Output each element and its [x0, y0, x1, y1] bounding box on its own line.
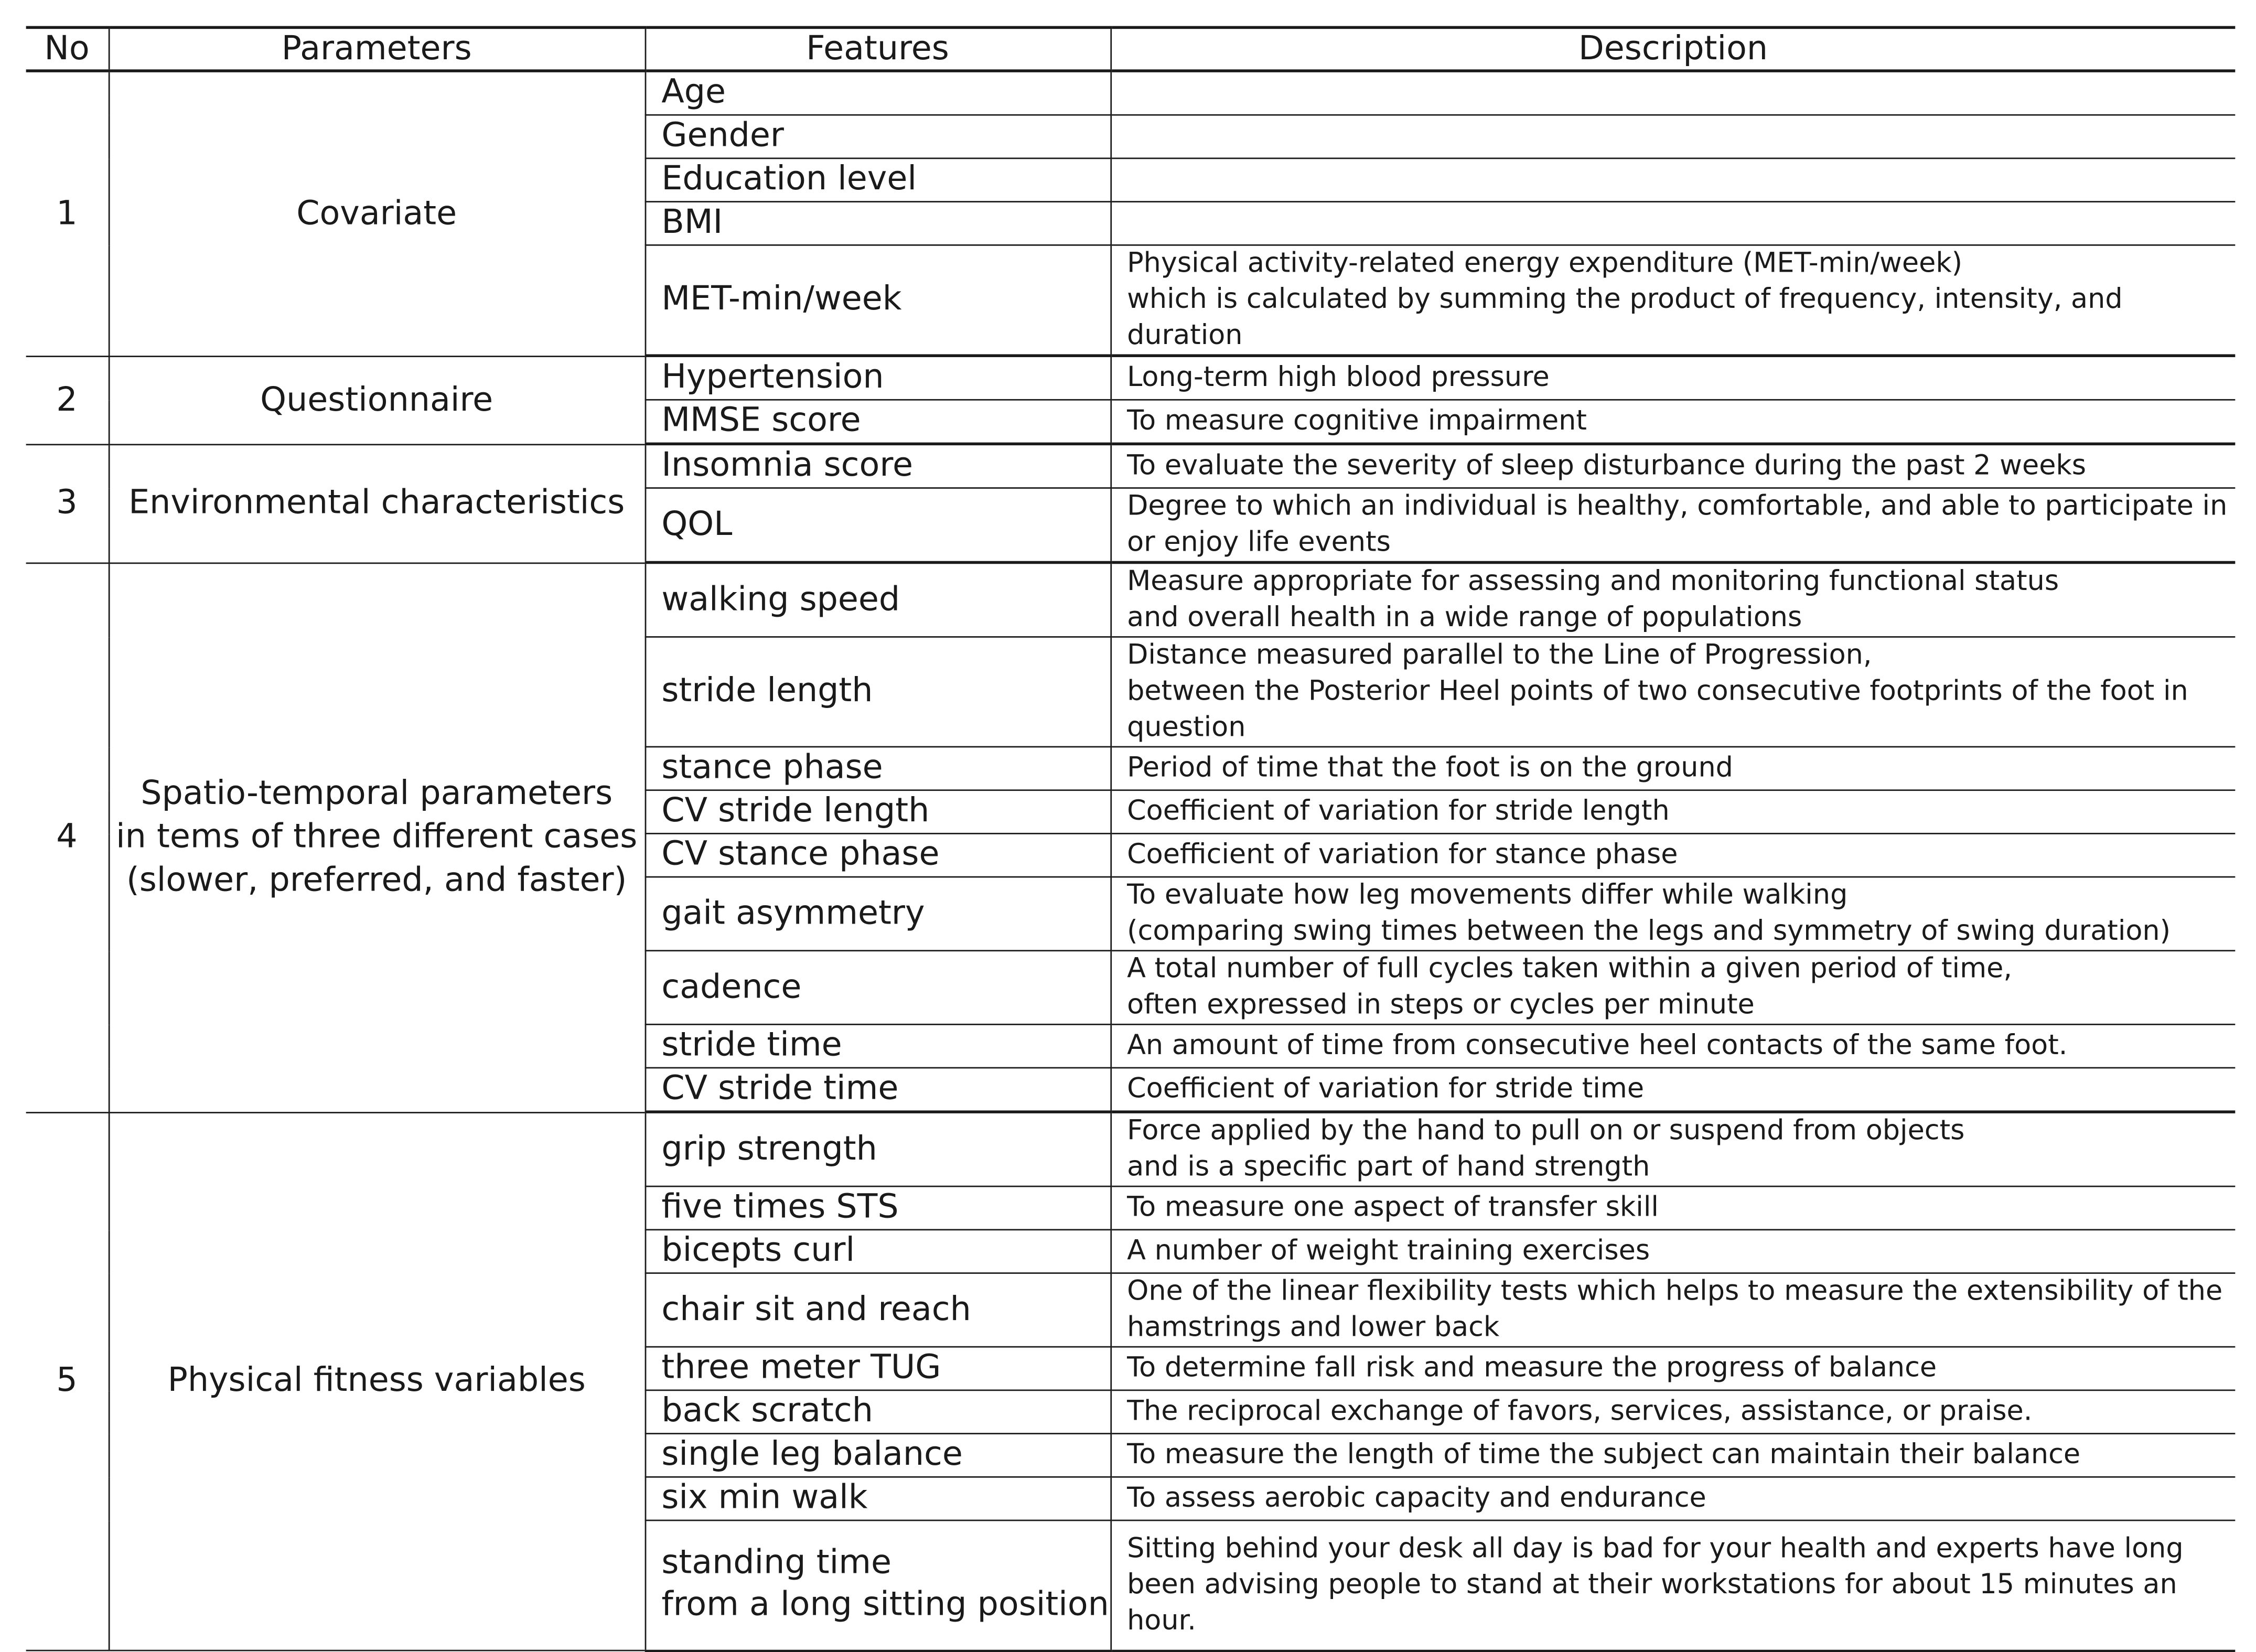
feature-cell: five times STS	[645, 1186, 1111, 1230]
group-parameter: Environmental characteristics	[109, 444, 645, 562]
description-cell: To evaluate the severity of sleep disturbance during the past 2 weeks	[1110, 444, 2235, 488]
feature-cell: Age	[645, 71, 1111, 115]
header-row	[26, 27, 2236, 71]
feature-cell: CV stride time	[645, 1068, 1111, 1112]
description-cell: Coefficient of variation for stance phase	[1110, 833, 2235, 877]
group-number: 4	[26, 562, 109, 1112]
description-cell: The reciprocal exchange of favors, services, assistance, or praise.	[1110, 1390, 2235, 1434]
group-parameter: Questionnaire	[109, 356, 645, 444]
group-number: 2	[26, 356, 109, 444]
feature-cell: stride time	[645, 1024, 1111, 1068]
group-parameter: Spatio-temporal parameters in tems of three different cases (slower, preferred, and faster)	[109, 562, 645, 1112]
feature-cell: six min walk	[645, 1477, 1111, 1520]
table-row	[26, 1112, 2236, 1186]
feature-cell: QOL	[645, 488, 1111, 562]
table-row	[26, 444, 2236, 488]
table-row	[26, 71, 2236, 115]
feature-cell: CV stride length	[645, 790, 1111, 834]
feature-cell: gait asymmetry	[645, 877, 1111, 951]
feature-cell: Insomnia score	[645, 444, 1111, 488]
feature-cell: back scratch	[645, 1390, 1111, 1434]
header-description: Description	[1110, 27, 2235, 71]
feature-cell: bicepts curl	[645, 1230, 1111, 1273]
feature-cell: three meter TUG	[645, 1347, 1111, 1390]
description-cell: Distance measured parallel to the Line of Progression, between the Posterior Heel points of two consecutive footprints of the foot in question	[1110, 637, 2235, 747]
group-parameter: Covariate	[109, 71, 645, 356]
group-parameter: Physical fitness variables	[109, 1112, 645, 1650]
description-cell: To measure cognitive impairment	[1110, 400, 2235, 444]
table-header	[26, 27, 2236, 71]
group-number: 5	[26, 1112, 109, 1650]
table-body	[26, 71, 2236, 1650]
description-cell: An amount of time from consecutive heel contacts of the same foot.	[1110, 1024, 2235, 1068]
group-number: 1	[26, 71, 109, 356]
description-cell: Physical activity-related energy expenditure (MET-min/week) which is calculated by summing the product of frequency, intensity, and duration	[1110, 245, 2235, 356]
description-cell	[1110, 158, 2235, 202]
header-no: No	[26, 27, 109, 71]
description-cell	[1110, 115, 2235, 158]
description-cell: Sitting behind your desk all day is bad for your health and experts have long been advising people to stand at their workstations for about 15 minutes an hour.	[1110, 1520, 2235, 1650]
table-row	[26, 562, 2236, 637]
description-cell: Force applied by the hand to pull on or suspend from objects and is a specific part of hand strength	[1110, 1112, 2235, 1186]
feature-cell: MET-min/week	[645, 245, 1111, 356]
feature-cell: cadence	[645, 951, 1111, 1025]
description-cell: One of the linear flexibility tests which helps to measure the extensibility of the hamstrings and lower back	[1110, 1273, 2235, 1347]
feature-cell: grip strength	[645, 1112, 1111, 1186]
feature-cell: Education level	[645, 158, 1111, 202]
feature-cell: stance phase	[645, 747, 1111, 790]
feature-cell: BMI	[645, 202, 1111, 245]
description-cell: A number of weight training exercises	[1110, 1230, 2235, 1273]
feature-cell: walking speed	[645, 562, 1111, 637]
description-cell: To determine fall risk and measure the progress of balance	[1110, 1347, 2235, 1390]
feature-cell: Hypertension	[645, 356, 1111, 400]
description-cell: Measure appropriate for assessing and monitoring functional status and overall health in a wide range of populations	[1110, 562, 2235, 637]
features-table	[26, 26, 2236, 1652]
header-features: Features	[645, 27, 1111, 71]
feature-cell: MMSE score	[645, 400, 1111, 444]
description-cell: Coefficient of variation for stride length	[1110, 790, 2235, 834]
feature-cell: Gender	[645, 115, 1111, 158]
description-cell: Period of time that the foot is on the ground	[1110, 747, 2235, 790]
description-cell: To assess aerobic capacity and endurance	[1110, 1477, 2235, 1520]
description-cell: To measure the length of time the subject can maintain their balance	[1110, 1434, 2235, 1477]
feature-cell: stride length	[645, 637, 1111, 747]
description-cell: Coefficient of variation for stride time	[1110, 1068, 2235, 1112]
header-parameters: Parameters	[109, 27, 645, 71]
description-cell: To evaluate how leg movements differ while walking (comparing swing times between the legs and symmetry of swing duration)	[1110, 877, 2235, 951]
group-number: 3	[26, 444, 109, 562]
table-row	[26, 356, 2236, 400]
feature-cell: standing time from a long sitting position	[645, 1520, 1111, 1650]
description-cell: Long-term high blood pressure	[1110, 356, 2235, 400]
description-cell	[1110, 202, 2235, 245]
feature-cell: single leg balance	[645, 1434, 1111, 1477]
description-cell: To measure one aspect of transfer skill	[1110, 1186, 2235, 1230]
feature-cell: CV stance phase	[645, 833, 1111, 877]
feature-cell: chair sit and reach	[645, 1273, 1111, 1347]
description-cell: A total number of full cycles taken within a given period of time, often expressed in steps or cycles per minute	[1110, 951, 2235, 1025]
description-cell	[1110, 71, 2235, 115]
description-cell: Degree to which an individual is healthy, comfortable, and able to participate in or enjoy life events	[1110, 488, 2235, 562]
